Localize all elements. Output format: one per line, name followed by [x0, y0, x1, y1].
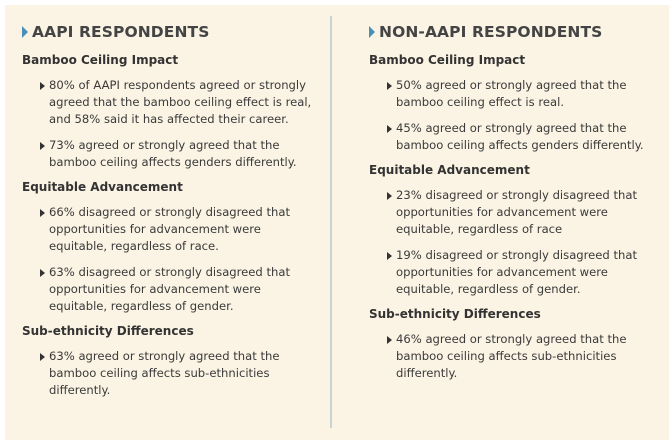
aapi-section-equitable [22, 180, 322, 315]
bullet-triangle-icon [40, 142, 45, 150]
aapi-heading-text: AAPI RESPONDENTS [32, 23, 210, 41]
section-title: Bamboo Ceiling Impact [22, 53, 179, 67]
list-item-text: 46% agreed or strongly agreed that the bamboo ceiling affects sub-ethnicities differently. [396, 332, 627, 380]
bullet-triangle-icon [387, 252, 392, 260]
non-aapi-section-impact [369, 53, 664, 154]
triangle-right-icon [22, 26, 28, 38]
section-title: Bamboo Ceiling Impact [369, 53, 526, 67]
list-item [369, 331, 664, 382]
bullet-list [22, 204, 322, 315]
non-aapi-heading [369, 23, 664, 41]
bullet-list [369, 331, 664, 382]
aapi-column [22, 23, 322, 408]
bullet-list [369, 187, 664, 298]
aapi-section-impact [22, 53, 322, 171]
bullet-list [22, 77, 322, 171]
section-title: Sub-ethnicity Differences [369, 307, 541, 321]
aapi-section-subethnicity [22, 324, 322, 399]
list-item [22, 137, 322, 171]
bullet-triangle-icon [387, 192, 392, 200]
list-item [369, 77, 664, 111]
list-item-text: 23% disagreed or strongly disagreed that opportunities for advancement were equitable, regardless of race [396, 188, 638, 236]
non-aapi-heading-text: NON-AAPI RESPONDENTS [379, 23, 603, 41]
bullet-list [22, 348, 322, 399]
column-divider [330, 16, 332, 428]
non-aapi-column [369, 23, 664, 391]
list-item [369, 247, 664, 298]
triangle-right-icon [369, 26, 375, 38]
list-item-text: 63% disagreed or strongly disagreed that opportunities for advancement were equitable, regardless of gender. [49, 265, 291, 313]
bullet-triangle-icon [387, 82, 392, 90]
list-item-text: 50% agreed or strongly agreed that the bamboo ceiling effect is real. [396, 78, 627, 109]
bullet-list [369, 77, 664, 154]
bullet-triangle-icon [40, 269, 45, 277]
list-item-text: 73% agreed or strongly agreed that the bamboo ceiling affects genders differently. [49, 138, 297, 169]
list-item [369, 187, 664, 238]
bullet-triangle-icon [40, 209, 45, 217]
comparison-panel [5, 5, 669, 440]
list-item-text: 80% of AAPI respondents agreed or strongly agreed that the bamboo ceiling effect is real, and 58% said it has affected their career. [49, 78, 312, 126]
bullet-triangle-icon [40, 353, 45, 361]
list-item-text: 66% disagreed or strongly disagreed that opportunities for advancement were equitable, regardless of race. [49, 205, 291, 253]
aapi-heading [22, 23, 322, 41]
section-title: Sub-ethnicity Differences [22, 324, 194, 338]
bullet-triangle-icon [40, 82, 45, 90]
list-item [22, 348, 322, 399]
list-item [22, 264, 322, 315]
list-item [369, 120, 664, 154]
list-item [22, 77, 322, 128]
non-aapi-section-subethnicity [369, 307, 664, 382]
list-item-text: 63% agreed or strongly agreed that the bamboo ceiling affects sub-ethnicities differently. [49, 349, 280, 397]
section-title: Equitable Advancement [22, 180, 183, 194]
section-title: Equitable Advancement [369, 163, 530, 177]
bullet-triangle-icon [387, 125, 392, 133]
list-item [22, 204, 322, 255]
list-item-text: 19% disagreed or strongly disagreed that opportunities for advancement were equitable, regardless of gender. [396, 248, 638, 296]
non-aapi-section-equitable [369, 163, 664, 298]
list-item-text: 45% agreed or strongly agreed that the bamboo ceiling affects genders differently. [396, 121, 644, 152]
bullet-triangle-icon [387, 336, 392, 344]
